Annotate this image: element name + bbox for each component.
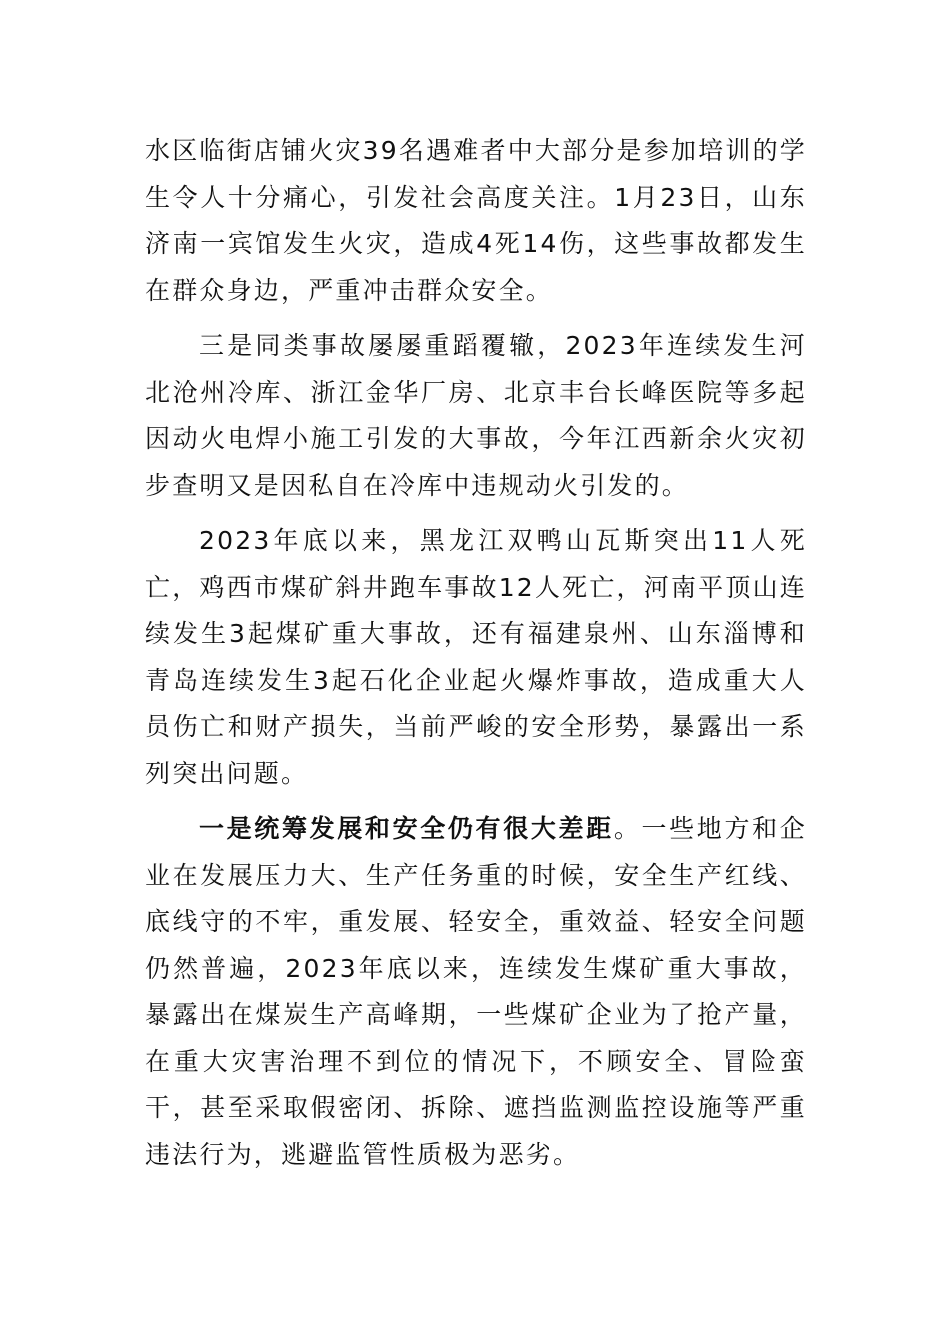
paragraph-development-safety-gap xyxy=(145,806,807,1178)
paragraph-recurring-accidents: 三是同类事故屡屡重蹈覆辙，2023年连续发生河北沧州冷库、浙江金华厂房、北京丰台长峰医院等多起因动火电焊小施工引发的大事故，今年江西新余火灾初步查明又是因私自在冷库中违规动火引发的。 xyxy=(145,331,807,500)
paragraph-continued: 水区临街店铺火灾39名遇难者中大部分是参加培训的学生令人十分痛心，引发社会高度关注。1月23日，山东济南一宾馆发生火灾，造成4死14伤，这些事故都发生在群众身边，严重冲击群众安全。 xyxy=(145,136,807,305)
paragraph-body-text: 。一些地方和企业在发展压力大、生产任务重的时候，安全生产红线、底线守的不牢，重发展、轻安全，重效益、轻安全问题仍然普遍，2023年底以来，连续发生煤矿重大事故，暴露出在煤炭生产高峰期，一些煤矿企业为了抢产量，在重大灾害治理不到位的情况下，不顾安全、冒险蛮干，甚至采取假密闭、拆除、遮挡监测监控设施等严重违法行为，逃避监管性质极为恶劣。 xyxy=(145,814,807,1169)
paragraph-lead-heading: 一是统筹发展和安全仍有很大差距 xyxy=(199,814,614,843)
document-body xyxy=(145,128,807,1187)
paragraph-accident-summary: 2023年底以来，黑龙江双鸭山瓦斯突出11人死亡，鸡西市煤矿斜井跑车事故12人死亡，河南平顶山连续发生3起煤矿重大事故，还有福建泉州、山东淄博和青岛连续发生3起石化企业起火爆炸事故，造成重大人员伤亡和财产损失，当前严峻的安全形势，暴露出一系列突出问题。 xyxy=(145,526,807,788)
